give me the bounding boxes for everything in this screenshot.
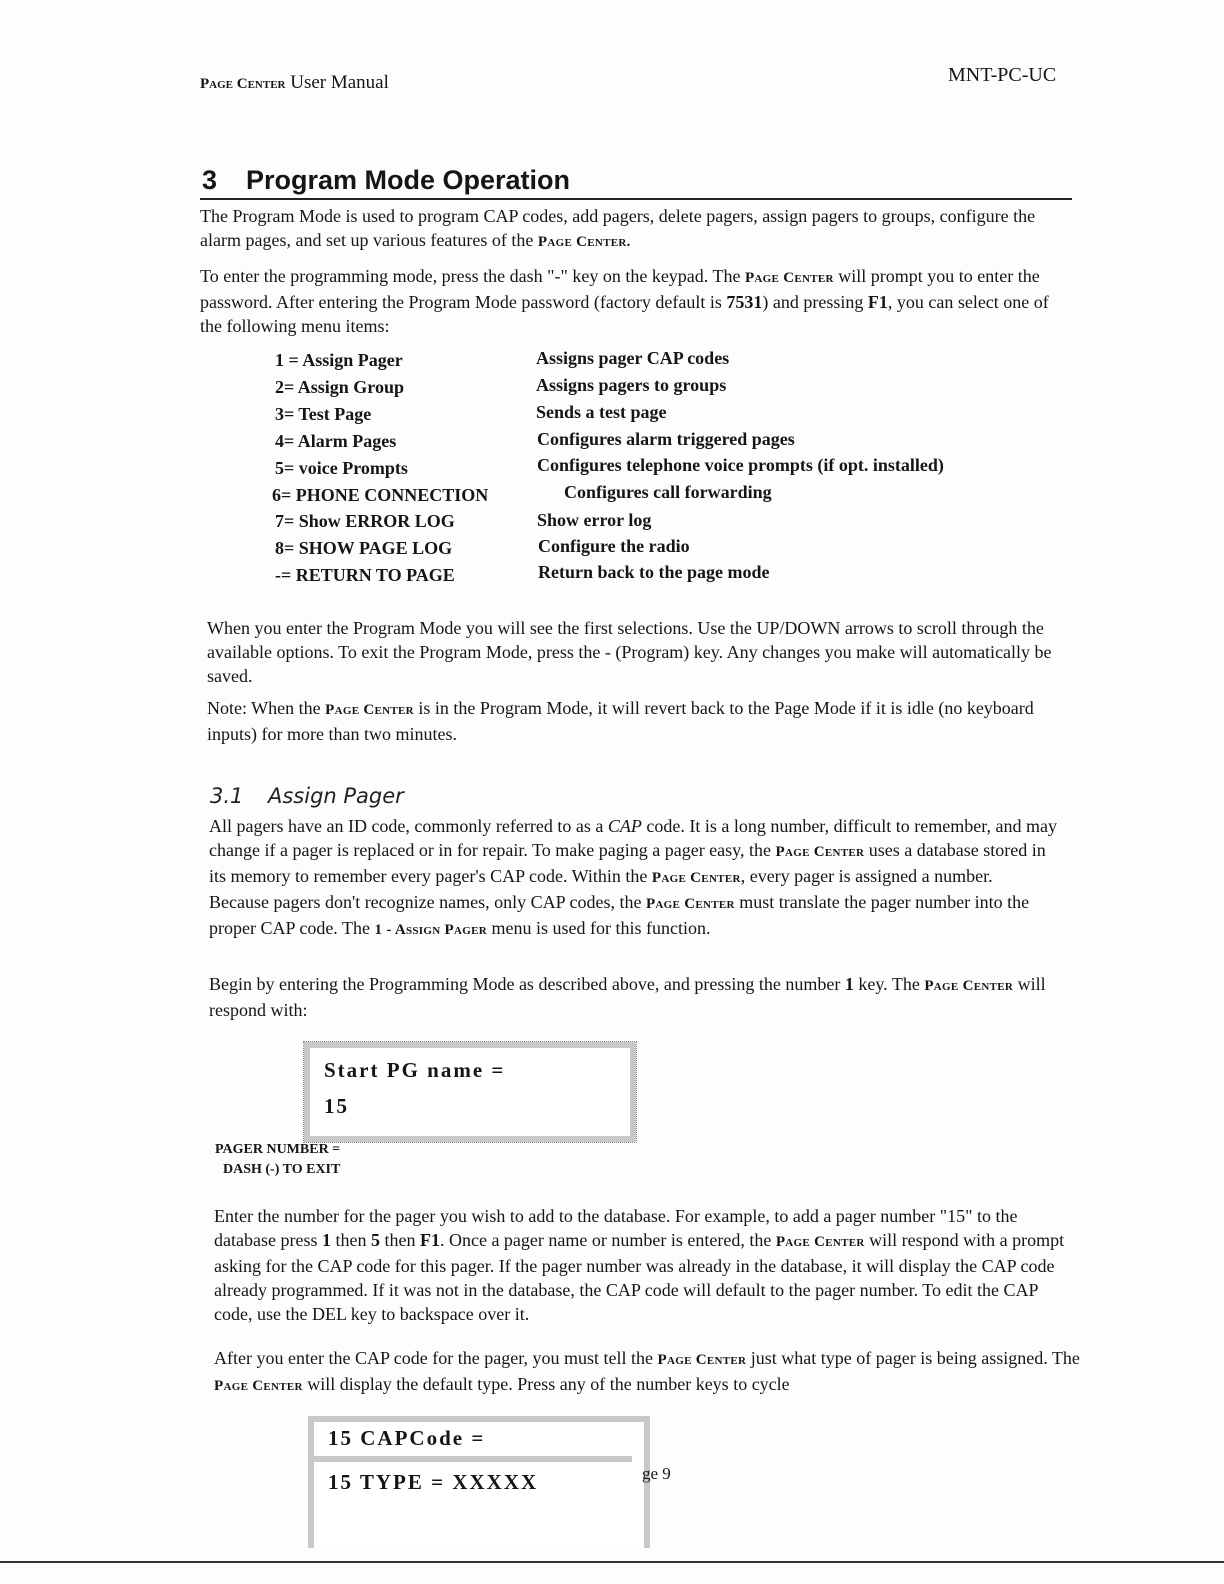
lcd-display-cap-code xyxy=(308,1416,650,1548)
lcd-display-pager-number xyxy=(304,1042,636,1142)
menu-item-key: 1 = Assign Pager xyxy=(275,350,403,370)
text: , every pager is assigned a number. Because pagers don't recognize names, only CAP codes, the xyxy=(209,866,993,912)
menu-item-key: 8= SHOW PAGE LOG xyxy=(275,538,453,558)
key-name: F1 xyxy=(419,1230,440,1250)
brand-ref: Page Center xyxy=(214,1378,303,1394)
text: code. It is a long number, difficult to remember, and may change if a pager is replaced or in for repair. To make paging a pager easy, the xyxy=(209,816,1057,860)
key-name: 1 xyxy=(844,974,854,994)
menu-item-desc: Assigns pagers to groups xyxy=(536,375,727,395)
program-mode-paragraph: When you enter the Program Mode you will see the first selections. Use the UP/DOWN arrows to scroll through the available options. To exit the Program Mode, press the - (Program) key. Any changes you make will automatically be saved. xyxy=(207,618,1052,686)
key-name: 5 xyxy=(370,1230,380,1250)
lcd-line-2: 15 xyxy=(324,1094,349,1118)
text: After you enter the CAP code for the pager, you must tell the xyxy=(214,1348,658,1368)
text: will prompt you to enter the password. After entering the Program Mode password (factory default is xyxy=(200,266,1040,312)
text: All pagers have an ID code, commonly referred to as a xyxy=(209,816,608,836)
menu-item-desc: Configure the radio xyxy=(538,536,690,556)
text: uses a database stored in its memory to remember every pager's CAP code. Within the xyxy=(209,840,1046,886)
lcd-row-1 xyxy=(314,1422,632,1462)
lcd-caption-2: DASH (-) TO EXIT xyxy=(223,1162,341,1177)
lcd-line-2: 15 TYPE = XXXXX xyxy=(328,1470,539,1494)
lcd-caption-1: PAGER NUMBER = xyxy=(215,1142,341,1157)
text: will display the default type. Press any of the number keys to cycle xyxy=(302,1374,790,1394)
brand-ref: Page Center. xyxy=(537,234,631,250)
text: will respond with a prompt asking for the CAP code for this pager. If the pager number was already in the database, it will display the CAP code already programmed. If it was not in the database, the CAP code will default to the pager number. To edit the CAP code, use the DEL key to backspace over it. xyxy=(214,1230,1065,1324)
menu-item-key: -= RETURN TO PAGE xyxy=(275,565,455,585)
text: . Once a pager name or number is entered, the xyxy=(439,1230,776,1250)
menu-item-key: 3= Test Page xyxy=(275,404,372,424)
brand-ref: Page Center xyxy=(645,896,735,912)
cap-term: CAP xyxy=(607,816,642,836)
lcd-line-1: Start PG name = xyxy=(324,1058,506,1082)
enter-paragraph-2 xyxy=(214,1346,1080,1398)
page-header-title xyxy=(200,72,389,94)
intro-paragraph-2 xyxy=(200,264,1060,338)
section-title: Assign Pager xyxy=(268,784,404,808)
text: , you can select one of the following menu items: xyxy=(200,292,1049,336)
key-name: 1 xyxy=(321,1230,331,1250)
brand-ref: Page Center xyxy=(924,978,1014,994)
brand-ref: Page Center xyxy=(325,702,414,718)
text: The Program Mode is used to program CAP codes, add pagers, delete pagers, assign pagers to groups, configure the alarm pages, and set up various features of the xyxy=(200,206,1036,250)
brand-name: Page Center xyxy=(200,76,286,92)
brand-ref: Page Center xyxy=(651,870,741,886)
note-paragraph xyxy=(207,696,1077,746)
brand-ref: Page Center xyxy=(744,270,834,286)
menu-item-key: 7= Show ERROR LOG xyxy=(275,511,455,531)
text: must translate the pager number into the proper CAP code. The xyxy=(209,892,1030,938)
section-number: 3.1 xyxy=(210,784,244,808)
text: menu is used for this function. xyxy=(486,918,711,938)
lcd-line-1: 15 CAPCode = xyxy=(328,1426,486,1450)
menu-item-desc: Configures call forwarding xyxy=(564,482,772,502)
menu-item-desc: Configures alarm triggered pages xyxy=(537,429,795,449)
text: ) and pressing xyxy=(762,292,868,312)
chapter-number: 3 xyxy=(202,165,218,195)
menu-item-desc: Return back to the page mode xyxy=(538,562,770,582)
text: key. The xyxy=(853,974,925,994)
text: will respond with: xyxy=(209,974,1046,1020)
text: is in the Program Mode, it will revert back to the Page Mode if it is idle (no keyboard inputs) for more than two minutes. xyxy=(207,698,1034,744)
doc-code: MNT-PC-UC xyxy=(948,64,1057,86)
chapter-title: Program Mode Operation xyxy=(246,165,571,195)
brand-ref: Page Center xyxy=(775,844,865,860)
footer-rule xyxy=(0,1561,1224,1563)
doc-title: User Manual xyxy=(290,72,389,93)
text: just what type of pager is being assigned. The xyxy=(746,1348,1080,1368)
menu-item-desc: Configures telephone voice prompts (if opt. installed) xyxy=(537,455,944,475)
menu-ref: 1 - Assign Pager xyxy=(374,922,487,938)
menu-item-key: 4= Alarm Pages xyxy=(275,431,397,451)
menu-item-key: 5= voice Prompts xyxy=(275,458,408,478)
text: then xyxy=(330,1230,371,1250)
enter-paragraph-1 xyxy=(214,1204,1080,1326)
menu-item-key: 2= Assign Group xyxy=(275,377,404,397)
intro-paragraph-1 xyxy=(200,204,1060,254)
assign-paragraph-2 xyxy=(209,972,1069,1022)
section-heading xyxy=(208,782,608,812)
text: then xyxy=(379,1230,420,1250)
page-number: ge 9 xyxy=(642,1464,671,1483)
menu-item-key: 6= PHONE CONNECTION xyxy=(272,485,489,505)
brand-ref: Page Center xyxy=(775,1234,865,1250)
brand-ref: Page Center xyxy=(657,1352,747,1368)
menu-item-desc: Sends a test page xyxy=(536,402,667,422)
text: Begin by entering the Programming Mode as described above, and pressing the number xyxy=(209,974,845,994)
menu-item-desc: Show error log xyxy=(537,510,652,530)
menu-item-desc: Assigns pager CAP codes xyxy=(536,348,730,368)
password-value: 7531 xyxy=(726,292,763,312)
key-name: F1 xyxy=(867,292,888,312)
text: Enter the number for the pager you wish to add to the database. For example, to add a pager number "15" to the database press xyxy=(214,1206,1018,1250)
chapter-heading xyxy=(200,162,1072,200)
assign-paragraph-1 xyxy=(209,814,1057,942)
text: To enter the programming mode, press the dash "-" key on the keypad. The xyxy=(200,266,745,286)
text: Note: When the xyxy=(207,698,326,718)
